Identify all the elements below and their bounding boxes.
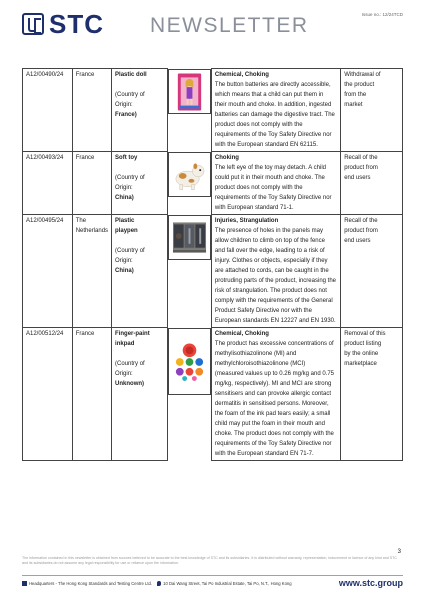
image-cell [168,69,211,114]
origin-label: (Country of [115,92,145,98]
measure-cell [341,215,403,328]
recall-table [22,68,403,461]
country: France [72,328,111,461]
risk-line: product does not comply with the [214,185,303,191]
risk-line: requirements of the Toy Safety Directive nor [214,441,332,447]
risk-line: methylchloroisothiazolinone (MCI) [214,361,306,367]
product-cell [112,215,168,328]
notification-id: A12/00495/24 [23,215,73,328]
product-name: Finger-paint [115,331,150,337]
playpen-image [172,218,207,258]
image-cell [168,328,211,395]
risk-line: their mouth and choke. In addition, ingested [214,102,332,108]
measure-cell [341,152,403,215]
risk-line: choke. The product does not comply with the [214,431,334,437]
measure-cell [341,328,403,461]
risk-line: which means that a child can put them in [214,92,324,98]
risk-line: with European standard 71-1. [214,205,294,211]
origin-value: France) [115,112,137,118]
risk-line: protruding parts of the product, increasing the [214,278,336,284]
footer-divider [22,575,403,576]
measure-line: Recall of the [344,218,378,224]
table-row [23,152,403,215]
image-cell [168,215,211,260]
risk-line: with the European standard EN 71-7. [214,451,314,457]
risk-cell [211,69,340,152]
origin-value: Unknown) [115,381,145,387]
risk-line: dermatitis in sensitised persons. Moreover, [214,401,329,407]
measure-line: Recall of the [344,155,378,161]
page-footer [22,578,403,590]
country: France [72,152,111,215]
measure-line: product listing [344,341,382,347]
origin-label: Origin: [115,258,133,264]
stc-logo-icon [22,13,44,35]
inkpad-image [172,331,207,393]
risk-line: methylisothiazolinone (MI) and [214,351,297,357]
country: The [75,218,87,224]
location-pin-icon [157,581,161,586]
hq-text: Headquarters - The Hong Kong Standards and Testing Centre Ltd. [29,581,152,586]
measure-line: product from [344,228,378,234]
measure-line: end users [344,238,371,244]
origin-label: Origin: [115,102,133,108]
measure-line: from the [344,92,367,98]
risk-title: Injuries, Strangulation [214,218,279,224]
risk-line: The presence of holes in the panels may [214,228,323,234]
notification-id: A12/00493/24 [23,152,73,215]
product-name: Soft toy [115,155,138,161]
risk-line: could put it in their mouth and choke. The [214,175,325,181]
risk-line: and fall over the edge, leading to a risk of [214,248,325,254]
origin-value: China) [115,268,134,274]
risk-line: batteries can damage the digestive tract. The [214,112,335,118]
risk-line: product does not comply with the [214,122,303,128]
risk-line: the foam of the ink pad tears easily; a small [214,411,331,417]
risk-line: allow children to climb on top of the fence [214,238,325,244]
logo-text: STC [49,9,104,39]
risk-line: are attached to cords, can be caught in the [214,268,329,274]
newsletter-title: NEWSLETTER [150,14,309,37]
risk-title: Chemical, Choking [214,72,269,78]
image-cell [168,152,211,197]
measure-line: Withdrawal of [344,72,381,78]
product-name: inkpad [115,341,135,347]
product-cell [112,328,168,461]
website-link[interactable]: www.stc.group [338,578,403,588]
risk-line: risk of strangulation. The product does not [214,288,327,294]
notification-id: A12/00490/24 [23,69,73,152]
product-name: playpen [115,228,138,234]
measure-line: marketplace [344,361,377,367]
origin-label: (Country of [115,175,145,181]
product-cell [112,69,168,152]
measure-line: the product [344,82,375,88]
disclaimer: The information contained in this newsletter is obtained from sources believed to be accurate to the best knowledge of STC and its subsidiaries. It is distributed without warranty, representation, inducement or licence of any kind and STC and its subsidiaries do not assume any legal responsibility for use or reliance upon the information. [22,556,397,565]
measure-line: Removal of this [344,331,386,337]
risk-line: injury. Clothes or objects, especially if they [214,258,328,264]
risk-line: comply with the requirements of the General [214,298,333,304]
risk-line: requirements of the Toy Safety Directive nor [214,195,332,201]
risk-line: Product Safety Directive nor with the [214,308,312,314]
risk-title: Choking [214,155,239,161]
risk-cell [211,328,340,461]
risk-line: requirements of the Toy Safety Directive nor [214,132,332,138]
risk-cell [211,152,340,215]
issue-number: Issue no.: 12/24TCD [361,12,403,17]
risk-line: mg/kg, respectively). MI and MCI are strong [214,381,332,387]
measure-line: product from [344,165,378,171]
risk-line: European standards EN 12227 and EN 1930. [214,318,336,324]
origin-label: Origin: [115,371,133,377]
measure-cell [341,69,403,152]
measure-line: by the online [344,351,379,357]
risk-line: sensitisers and can provoke allergic contact [214,391,331,397]
product-name: Plastic [115,218,135,224]
country: Netherlands [75,228,109,234]
address: 10 Dai Wang Street, Tai Po Industrial Estate, Tai Po, N.T., Hong Kong [163,581,292,586]
country: France [72,69,111,152]
table-row [23,69,403,152]
product-cell [112,152,168,215]
measure-line: end users [344,175,371,181]
product-name: Plastic doll [115,72,147,78]
risk-title: Chemical, Choking [214,331,269,337]
measure-line: market [344,102,363,108]
page-number: 3 [397,549,401,555]
page-header [0,0,425,52]
risk-line: The left eye of the toy may detach. A child [214,165,326,171]
origin-label: Origin: [115,185,133,191]
risk-line: (measured values up to 0.26 mg/kg and 0.75 [214,371,334,377]
origin-label: (Country of [115,248,145,254]
table-row [23,328,403,461]
risk-line: The button batteries are directly accessible, [214,82,331,88]
notification-id: A12/00512/24 [23,328,73,461]
country-cell [72,215,111,328]
building-icon [22,581,27,586]
risk-cell [211,215,340,328]
plastic-doll-image [172,72,207,112]
soft-toy-image [172,155,207,195]
risk-line: The product has excessive concentrations of [214,341,334,347]
origin-label: (Country of [115,361,145,367]
footer-contact [22,581,292,586]
origin-value: China) [115,195,134,201]
table-row [23,215,403,328]
risk-line: child may put the foam in their mouth and [214,421,325,427]
risk-line: with the European standard EN 62115. [214,142,318,148]
